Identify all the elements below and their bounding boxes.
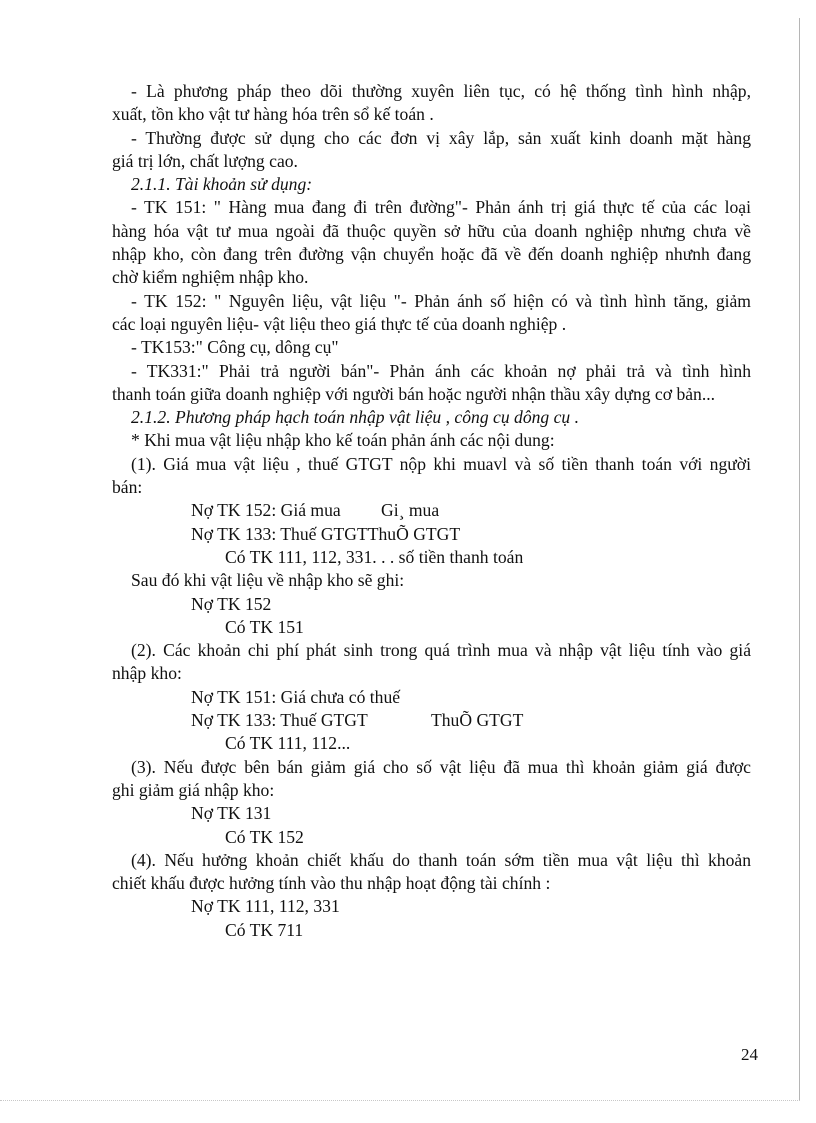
text-line: bán: (112, 477, 143, 498)
journal-debit: Nợ TK 133: Thuế GTGT (191, 710, 368, 731)
text-line: - TK331:" Phải trả người bán"- Phản ánh các khoản nợ phải trả và tình hình (131, 360, 751, 381)
journal-entry: Nợ TK 133: Thuế GTGTThuÕ GTGT (191, 523, 461, 544)
text-line: - TK 151: " Hàng mua đang đi trên đường"- Phản ánh trị giá thực tế của các loại (131, 197, 751, 218)
journal-entry: Có TK 111, 112, 331. . . số tiền thanh toán (225, 546, 524, 567)
text-line: - Là phương pháp theo dõi thường xuyên liên tục, có hệ thống tình hình nhập, (131, 81, 751, 101)
text-line: * Khi mua vật liệu nhập kho kế toán phản ánh các nội dung: (131, 430, 555, 451)
section-heading: 2.1.2. Phương pháp hạch toán nhập vật liệu , công cụ dông cụ . (131, 407, 580, 428)
journal-note: ThuÕ GTGT (431, 710, 524, 731)
journal-entry (131, 709, 751, 732)
text-line: hàng hóa vật tư mua ngoài đã thuộc quyền sở hữu của doanh nghiệp nhưng chưa về (112, 220, 751, 241)
journal-entry: Nợ TK 111, 112, 331 (191, 896, 340, 917)
text-line: chiết khấu được hưởng tính vào thu nhập hoạt động tài chính : (112, 873, 551, 894)
journal-entry: Có TK 711 (225, 919, 304, 940)
journal-entry: Nợ TK 152 (191, 593, 272, 614)
section-heading: 2.1.1. Tài khoản sử dụng: (131, 174, 313, 195)
text-line: - TK 152: " Nguyên liệu, vật liệu "- Phản ánh số hiện có và tình hình tăng, giảm (131, 290, 751, 311)
text-line: giá trị lớn, chất lượng cao. (112, 150, 298, 171)
journal-entry: Nợ TK 131 (191, 803, 272, 824)
text-line: (2). Các khoản chi phí phát sinh trong quá trình mua và nhập vật liệu tính vào giá (131, 640, 751, 661)
document-body (112, 80, 751, 942)
journal-entry: Có TK 151 (225, 616, 304, 637)
journal-debit: Nợ TK 152: Giá mua (191, 500, 341, 521)
journal-entry: Nợ TK 151: Giá chưa có thuế (191, 686, 401, 707)
journal-entry: Có TK 111, 112... (225, 733, 351, 754)
text-line: ghi giảm giá nhập kho: (112, 779, 275, 800)
page-border-bottom (0, 1100, 800, 1101)
journal-note: Gi¸ mua (381, 500, 440, 521)
text-line: Sau đó khi vật liệu về nhập kho sẽ ghi: (131, 570, 405, 591)
text-line: - TK153:" Công cụ, dông cụ" (131, 337, 339, 358)
text-line: nhập kho: (112, 663, 182, 684)
journal-entry (131, 499, 751, 522)
text-line: chờ kiểm nghiệm nhập kho. (112, 267, 309, 288)
text-line: (4). Nếu hưởng khoản chiết khấu do thanh toán sớm tiền mua vật liệu thì khoản (131, 849, 751, 870)
text-line: thanh toán giữa doanh nghiệp với người bán hoặc người nhận thầu xây dựng cơ bản... (112, 383, 716, 404)
journal-entry: Có TK 152 (225, 826, 304, 847)
page-border-right (799, 18, 800, 1101)
text-line: (3). Nếu được bên bán giảm giá cho số vật liệu đã mua thì khoản giảm giá được (131, 756, 751, 777)
text-line: nhập kho, còn đang trên đường vận chuyển hoặc đã về đến doanh nghiệp nhưnh đang (112, 244, 751, 265)
text-line: các loại nguyên liệu- vật liệu theo giá thực tế của doanh nghiệp . (112, 313, 567, 334)
page-number: 24 (741, 1045, 758, 1064)
text-line: (1). Giá mua vật liệu , thuế GTGT nộp khi muavl và số tiền thanh toán với người (131, 453, 751, 474)
text-line: xuất, tồn kho vật tư hàng hóa trên sổ kế toán . (112, 104, 434, 125)
text-line: - Thường được sử dụng cho các đơn vị xây lắp, sản xuất kinh doanh mặt hàng (131, 127, 751, 148)
